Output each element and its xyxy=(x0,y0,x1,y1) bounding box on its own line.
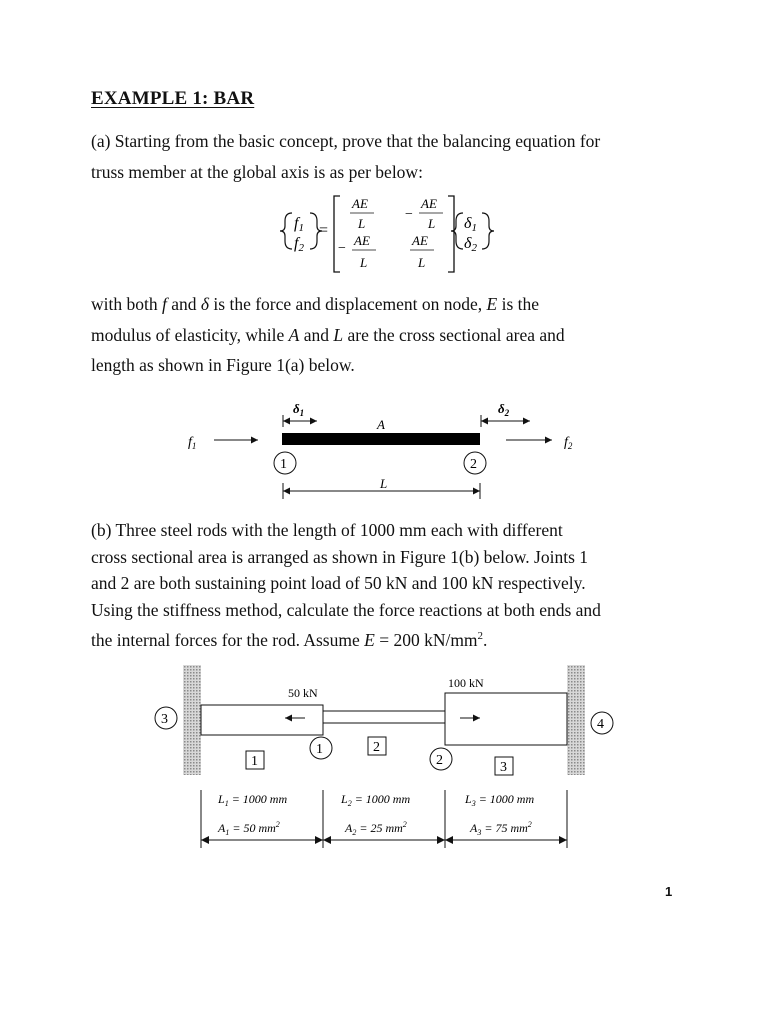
figure-1a-bar xyxy=(180,395,600,510)
stiffness-equation xyxy=(270,190,500,282)
eq-f1: f1 xyxy=(294,215,304,234)
seg3-length: $L_3 = 1000$ mm xyxy=(465,792,535,808)
seg1-area: $A_1 = 50$ $mm^2$ xyxy=(218,820,280,837)
m21-den: L xyxy=(360,255,368,270)
m21-num: AE xyxy=(354,233,370,248)
eq-d2: δ2 xyxy=(464,235,477,254)
seg3-area: $A_3 = 75$ $mm^2$ xyxy=(470,820,532,837)
rod-2 xyxy=(323,711,445,723)
m12-den: L xyxy=(428,216,436,231)
left-vector-brace-open xyxy=(280,213,292,249)
part-b-line5: the internal forces for the rod. Assume E = 200 $kN/mm^2$. xyxy=(91,629,488,650)
seg2-area: $A_2 = 25$ $mm^2$ xyxy=(345,820,407,837)
part-b-line3: and 2 are both sustaining point load of 50 kN and 100 kN respectively. xyxy=(91,573,586,593)
load-100kn-label: 100 kN xyxy=(448,676,484,690)
page-number: 1 xyxy=(665,884,673,899)
part-b-line2: cross sectional area is arranged as shown in Figure 1(b) below. Joints 1 xyxy=(91,546,589,567)
fig-a-delta2: $\delta_2$ xyxy=(498,401,510,418)
figure-1b-rods xyxy=(145,660,625,860)
right-wall-support xyxy=(567,665,585,775)
right-vector-brace-open xyxy=(451,213,463,249)
left-wall-support xyxy=(183,665,201,775)
joint-1-label: 1 xyxy=(316,742,323,757)
m22-num: AE xyxy=(412,233,428,248)
joint-2-label: 2 xyxy=(436,753,443,768)
rod-1 xyxy=(201,705,323,735)
bar-element xyxy=(282,433,480,445)
m22-den: L xyxy=(418,255,426,270)
load-50kn-label: 50 kN xyxy=(288,686,318,700)
explanation-line2: modulus of elasticity, while A and L are the cross sectional area and xyxy=(91,324,565,345)
part-a-intro-line1: (a) Starting from the basic concept, prove that the balancing equation for xyxy=(91,131,601,151)
fig-a-f1: $f_1$ xyxy=(188,435,197,451)
fig-a-area-label: A xyxy=(377,417,385,432)
matrix-bracket-left xyxy=(334,196,340,272)
node-4-label: 4 xyxy=(597,717,604,732)
explanation-line3: length as shown in Figure 1(a) below. xyxy=(91,355,355,375)
node-3-label: 3 xyxy=(161,712,168,727)
m11-num: AE xyxy=(352,196,368,211)
explanation-line1: with both f and δ is the force and displacement on node, E is the xyxy=(91,294,540,314)
fig-a-f2: $f_2$ xyxy=(564,435,573,451)
matrix-bracket-right xyxy=(448,196,454,272)
eq-f2: f2 xyxy=(294,235,304,254)
eq-d1: δ1 xyxy=(464,215,477,234)
eq-equals: = xyxy=(319,222,329,239)
part-b-line1: (b) Three steel rods with the length of 1000 mm each with different xyxy=(91,520,563,540)
element-1-label: 1 xyxy=(251,754,258,769)
element-3-label: 3 xyxy=(500,760,507,775)
right-vector-brace-close xyxy=(482,213,494,249)
part-a-intro xyxy=(91,126,691,187)
fig-a-node1: 1 xyxy=(280,457,287,472)
seg2-length: $L_2 = 1000$ mm xyxy=(341,792,411,808)
part-a-intro-line2: truss member at the global axis is as per below: xyxy=(91,161,423,182)
part-b-text xyxy=(91,517,691,653)
part-a-explanation xyxy=(91,289,691,381)
fig-a-length-label: L xyxy=(380,476,388,491)
m21-minus: − xyxy=(338,241,346,256)
fig-a-node2: 2 xyxy=(470,457,477,472)
seg1-length: $L_1 = 1000$ mm xyxy=(218,792,288,808)
element-2-label: 2 xyxy=(373,740,380,755)
fig-a-delta1: $\delta_1$ xyxy=(293,401,305,418)
m12-num: AE xyxy=(421,196,437,211)
m11-den: L xyxy=(358,216,366,231)
example-heading: EXAMPLE 1: BAR xyxy=(91,88,255,109)
rod-3 xyxy=(445,693,567,745)
m12-minus: − xyxy=(405,207,413,222)
part-b-line4: Using the stiffness method, calculate the force reactions at both ends and xyxy=(91,599,601,620)
